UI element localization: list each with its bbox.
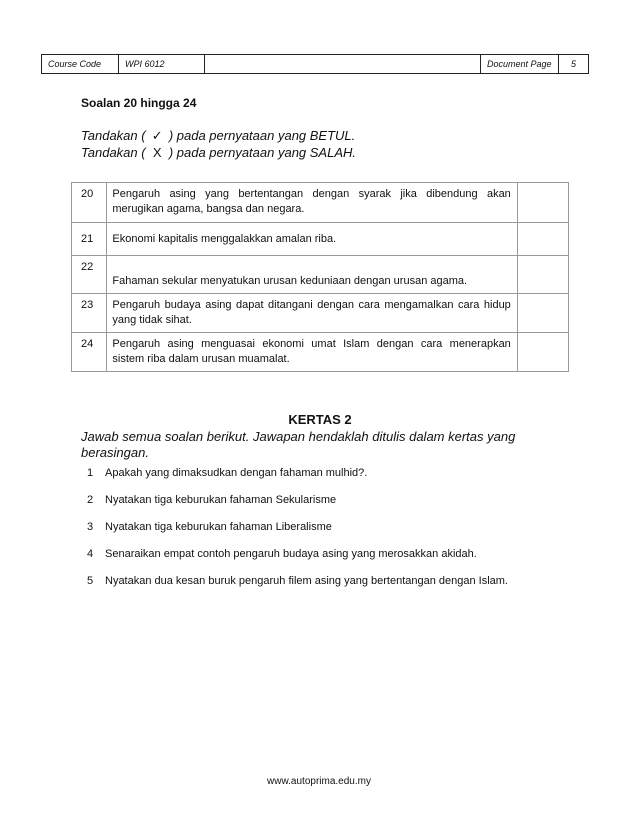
document-page-label: Document Page	[480, 55, 559, 73]
answer-cell[interactable]	[517, 223, 568, 256]
question-text: Fahaman sekular menyatukan urusan keduniaan dengan urusan agama.	[107, 256, 517, 294]
list-item	[87, 467, 367, 479]
table-row	[72, 294, 569, 333]
document-header	[41, 54, 589, 74]
table-row	[72, 256, 569, 294]
item-text: Senaraikan empat contoh pengaruh budaya asing yang merosakkan akidah.	[105, 548, 477, 560]
table-row	[72, 183, 569, 223]
list-item	[87, 548, 477, 560]
list-item	[87, 494, 336, 506]
list-item	[87, 521, 332, 533]
answer-cell[interactable]	[517, 333, 568, 372]
course-code-value: WPI 6012	[119, 55, 205, 73]
instruction-false-pre: Tandakan (	[81, 145, 146, 160]
table-row	[72, 223, 569, 256]
item-text: Nyatakan tiga keburukan fahaman Sekularisme	[105, 494, 337, 506]
instruction-true	[81, 128, 355, 144]
page-number: 5	[570, 59, 576, 69]
header-spacer	[205, 55, 480, 73]
item-text: Apakah yang dimaksudkan dengan fahaman mulhid?.	[105, 467, 368, 479]
question-text: Pengaruh asing yang bertentangan dengan syarak jika dibendung akan merugikan agama, bangsa dan negara.	[107, 183, 517, 223]
cross-icon: X	[152, 145, 162, 160]
question-text: Ekonomi kapitalis menggalakkan amalan riba.	[107, 223, 517, 256]
item-number: 5	[87, 575, 94, 587]
checkmark-icon: ✓	[151, 128, 163, 143]
item-number: 2	[87, 494, 94, 506]
list-item	[87, 575, 508, 587]
question-number: 21	[72, 223, 107, 256]
answer-cell[interactable]	[517, 183, 568, 223]
course-code-label: Course Code	[42, 55, 119, 73]
item-number: 1	[87, 467, 94, 479]
answer-cell[interactable]	[517, 294, 568, 333]
instruction-true-post: ) pada pernyataan yang BETUL.	[168, 128, 356, 143]
instruction-false-post: ) pada pernyataan yang SALAH.	[168, 145, 357, 160]
instruction-false	[81, 145, 356, 160]
true-false-table	[71, 182, 569, 372]
kertas2-instruction: Jawab semua soalan berikut. Jawapan hendaklah ditulis dalam kertas yang berasingan.	[81, 429, 516, 460]
question-number: 23	[72, 294, 107, 333]
question-number: 24	[72, 333, 107, 372]
item-number: 4	[87, 548, 94, 560]
item-number: 3	[87, 521, 94, 533]
question-number: 20	[72, 183, 107, 223]
question-text: Pengaruh asing menguasai ekonomi umat Islam dengan cara menerapkan sistem riba dalam urusan muamalat.	[107, 333, 517, 372]
item-text: Nyatakan dua kesan buruk pengaruh filem asing yang bertentangan dengan Islam.	[105, 575, 508, 587]
kertas2-title: KERTAS 2	[288, 412, 352, 427]
question-text: Pengaruh budaya asing dapat ditangani dengan cara mengamalkan cara hidup yang tidak sihat.	[107, 294, 517, 333]
footer-url: www.autoprima.edu.my	[267, 776, 371, 787]
table-row	[72, 333, 569, 372]
instruction-true-pre: Tandakan (	[81, 128, 146, 143]
question-number: 22	[72, 256, 107, 294]
answer-cell[interactable]	[517, 256, 568, 294]
item-text: Nyatakan tiga keburukan fahaman Liberalisme	[105, 521, 332, 533]
section-heading: Soalan 20 hingga 24	[81, 96, 197, 110]
